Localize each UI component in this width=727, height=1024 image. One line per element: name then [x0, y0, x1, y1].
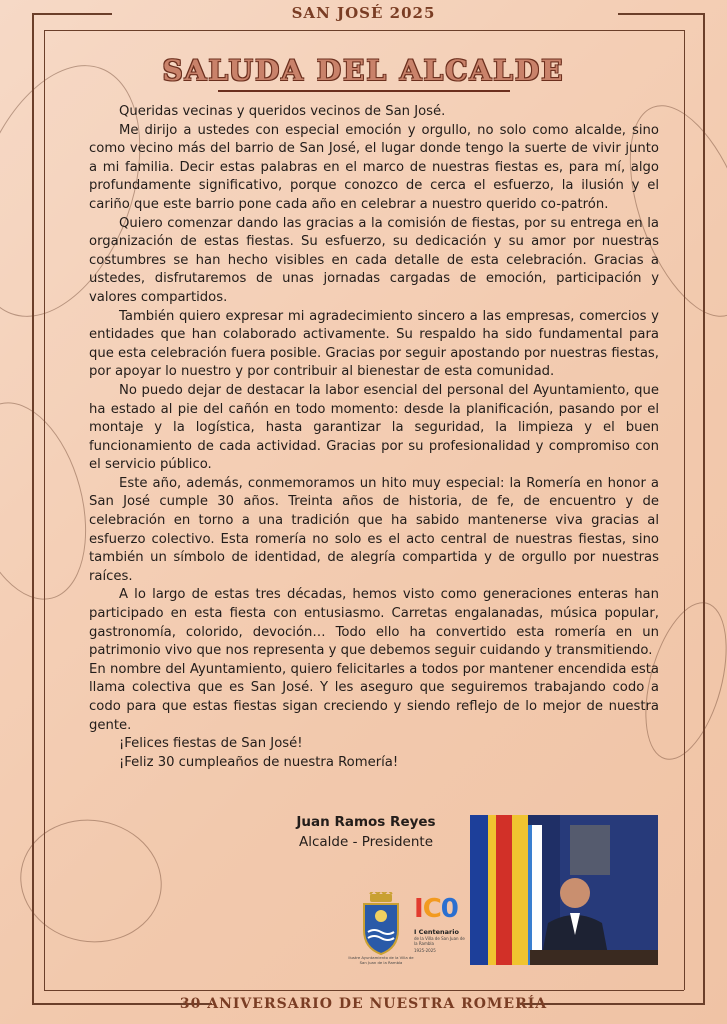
title-underline — [218, 90, 510, 92]
letter-paragraph: Me dirijo a ustedes con especial emoción y orgullo, no solo como alcalde, sino como vecino más del barrio de San José, el lugar donde tengo la suerte de vivir junto a mi familia. Decir estas palabras en el marco de nuestras fiestas es, para mí, algo profundamente significativo, porque conozco de cerca el esfuerzo, la ilusión y el cariño que este barrio pone cada año en celebrar a nuestro querido co-patrón. — [89, 122, 659, 212]
decorative-swirl — [10, 809, 171, 954]
letter-paragraph: A lo largo de estas tres décadas, hemos visto como generaciones enteras han participado en esta fiesta con entusiasmo. Carretas engalanadas, música popular, gastronomía, colorido, devoción… Todo ello ha convertido esta romería en un patrimonio vivo que nos representa y que debemos seguir cuidando y transmitiendo. — [89, 587, 659, 659]
letter-body — [89, 103, 659, 772]
page-title: SALUDA DEL ALCALDE — [162, 54, 565, 87]
mayor-photo — [470, 815, 658, 965]
centenario-title: I Centenario — [414, 928, 459, 936]
letter-paragraph: Quiero comenzar dando las gracias a la comisión de fiestas, por su entrega en la organización de estas fiestas. Su esfuerzo, su dedicación y su amor por nuestras costumbres se han hecho visibles en cada detalle de esta celebración. Gracias a ustedes, disfrutaremos de unas jornadas cargadas de emoción, participación y valores compartidos. — [89, 215, 659, 305]
letter-closing: ¡Felices fiestas de San José! — [119, 736, 303, 752]
top-title: SAN JOSÉ 2025 — [291, 4, 436, 22]
signature-role: Alcalde - Presidente — [298, 834, 434, 850]
letter-paragraph: También quiero expresar mi agradecimiento sincero a las empresas, comercios y entidades que han colaborado activamente. Su respaldo ha sido fundamental para que esta celebración fuera posible. Gracias por seguir apostando por nuestras fiestas, por apoyar lo nuestro y por contribuir al bienestar de esta comunidad. — [89, 308, 659, 380]
centenario-logo — [414, 896, 466, 968]
signature-name: Juan Ramos Reyes — [296, 814, 436, 830]
frame-right — [684, 30, 685, 990]
letter-paragraph: Queridas vecinas y queridos vecinos de San José. — [119, 104, 446, 119]
frame-left-outer — [32, 13, 34, 1003]
frame-bottom-inner — [44, 990, 684, 991]
centenario-years: 1925-2025 — [414, 948, 436, 953]
centenario-mark: IC0 — [414, 894, 458, 924]
letter-paragraph: Este año, además, conmemoramos un hito muy especial: la Romería en honor a San José cumple 30 años. Treinta años de historia, de fe, de encuentro y de celebración en torno a una tradición que ha sabido mantenerse viva gracias al esfuerzo colectivo. Esta romería no solo es el acto central de nuestras fiestas, sino también un símbolo de identidad, de alegría compartida y de orgullo por nuestras raíces. — [89, 475, 659, 584]
frame-left — [44, 30, 45, 990]
letter-paragraph: En nombre del Ayuntamiento, quiero felicitarles a todos por mantener encendida esta llama colectiva que es San José. Y les aseguro que seguiremos trabajando codo a codo para que estas fiestas sigan creciendo y siendo reflejo de lo mejor de nuestra gente. — [89, 661, 659, 733]
shield-caption: Ilustre Ayuntamiento de la Villa de San Juan de la Rambla — [348, 955, 414, 965]
bottom-title: 30 ANIVERSARIO DE NUESTRA ROMERÍA — [179, 996, 548, 1012]
municipal-shield-logo — [356, 892, 406, 956]
letter-paragraph: No puedo dejar de destacar la labor esencial del personal del Ayuntamiento, que ha estado al pie del cañón en todo momento: desde la planificación, pasando por el montaje y la logística, hasta garantizar la seguridad, la limpieza y el buen funcionamiento de cada actividad. Gracias por su profesionalidad y compromiso con el servicio público. — [89, 382, 659, 473]
frame-right-outer — [703, 13, 705, 1003]
centenario-subtitle: de la Villa de San Juan de la Rambla — [414, 936, 465, 946]
letter-closing: ¡Feliz 30 cumpleaños de nuestra Romería! — [119, 754, 399, 770]
frame-top-inner — [44, 30, 684, 31]
